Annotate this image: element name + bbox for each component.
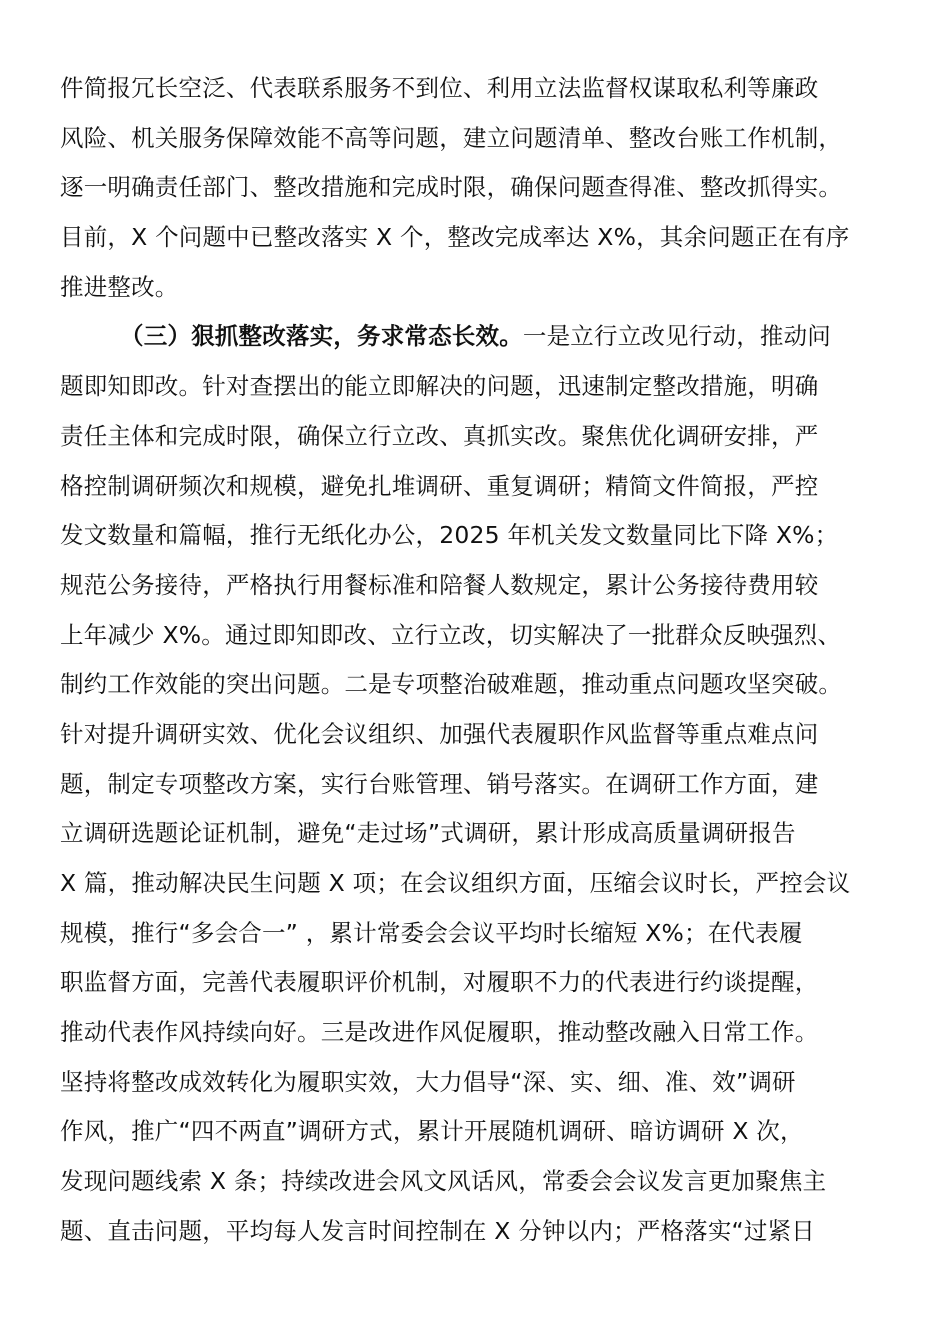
section-heading: （三）狠抓整改落实，务求常态长效。 <box>120 322 523 351</box>
text-line: 题、直击问题，平均每人发言时间控制在 X 分钟以内；严格落实“过紧日 <box>60 1216 816 1245</box>
text-line: 风险、机关服务保障效能不高等问题，建立问题清单、整改台账工作机制， <box>60 123 843 152</box>
text-line: 针对提升调研实效、优化会议组织、加强代表履职作风监督等重点难点问 <box>60 719 819 748</box>
document-body <box>60 64 900 1257</box>
text-line: 作风，推广“四不两直”调研方式，累计开展随机调研、暗访调研 X 次， <box>60 1117 804 1146</box>
text-line: 推动代表作风持续向好。三是改进作风促履职，推动整改融入日常工作。 <box>60 1018 819 1047</box>
text-line: 职监督方面，完善代表履职评价机制，对履职不力的代表进行约谈提醒， <box>60 968 819 997</box>
text-line: 题即知即改。针对查摆出的能立即解决的问题，迅速制定整改措施，明确 <box>60 372 819 401</box>
text-line: 上年减少 X%。通过即知即改、立行立改，切实解决了一批群众反映强烈、 <box>60 620 842 649</box>
text-line: 发现问题线索 X 条；持续改进会风文风话风，常委会会议发言更加聚焦主 <box>60 1167 827 1196</box>
section-first-line <box>60 312 900 362</box>
text-line: 题，制定专项整改方案，实行台账管理、销号落实。在调研工作方面，建 <box>60 769 819 798</box>
text-line: 规模，推行“多会合一” ，累计常委会会议平均时长缩短 X%；在代表履 <box>60 918 803 947</box>
text-line: 坚持将整改成效转化为履职实效，大力倡导“深、实、细、准、效”调研 <box>60 1067 796 1096</box>
text-line: 规范公务接待，严格执行用餐标准和陪餐人数规定，累计公务接待费用较 <box>60 570 819 599</box>
text-line: 推进整改。 <box>60 272 179 301</box>
text-line: 目前，X 个问题中已整改落实 X 个，整改完成率达 X%，其余问题正在有序 <box>60 223 850 252</box>
section-first-line-text: 一是立行立改见行动，推动问 <box>522 322 832 351</box>
text-line: 立调研选题论证机制，避免“走过场”式调研，累计形成高质量调研报告 <box>60 819 796 848</box>
text-line: 逐一明确责任部门、整改措施和完成时限，确保问题查得准、整改抓得实。 <box>60 173 843 202</box>
text-line: 发文数量和篇幅，推行无纸化办公，2025 年机关发文数量同比下降 X%； <box>60 521 839 550</box>
text-line: 件简报冗长空泛、代表联系服务不到位、利用立法监督权谋取私利等廉政 <box>60 74 819 102</box>
text-line: 格控制调研频次和规模，避免扎堆调研、重复调研；精简文件简报，严控 <box>60 471 819 500</box>
text-line: 制约工作效能的突出问题。二是专项整治破难题，推动重点问题攻坚突破。 <box>60 670 843 699</box>
text-line: 责任主体和完成时限，确保立行立改、真抓实改。聚焦优化调研安排，严 <box>60 421 819 450</box>
text-line: X 篇，推动解决民生问题 X 项；在会议组织方面，压缩会议时长，严控会议 <box>60 869 851 897</box>
